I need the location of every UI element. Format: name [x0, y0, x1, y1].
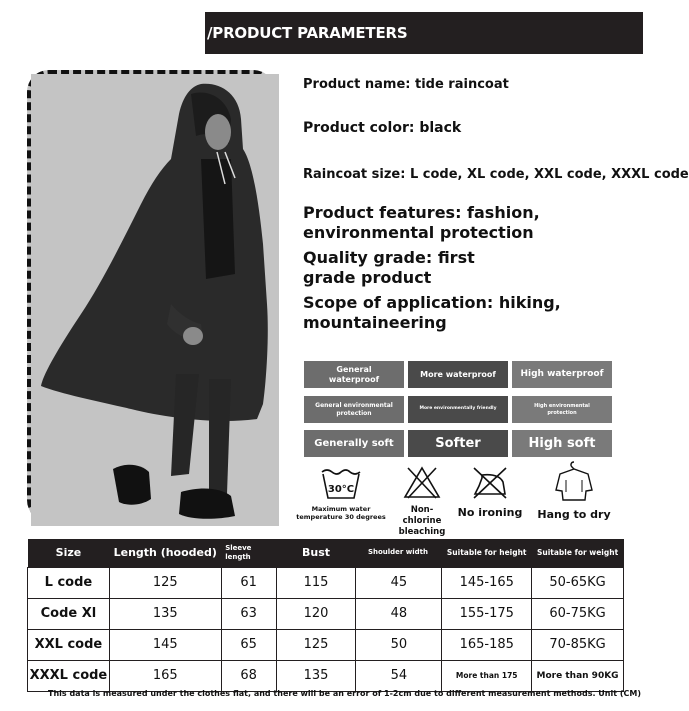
quality-grade-line-1: Quality grade: first [303, 248, 475, 267]
row-size-label: XXL code [28, 629, 110, 660]
table-cell: 70-85KG [532, 629, 624, 660]
header-bust: Bust [276, 539, 356, 567]
grade-cell: High soft [512, 430, 612, 457]
row-size-label: L code [28, 567, 110, 598]
product-photo [27, 70, 275, 522]
care-dry [531, 460, 617, 521]
section-title: /PRODUCT PARAMETERS [207, 24, 408, 42]
table-row [28, 567, 624, 598]
table-cell: 145-165 [442, 567, 532, 598]
table-cell: More than 175 [442, 660, 532, 691]
care-bleach-label: Non-chlorine bleaching [398, 505, 446, 537]
no-ironing-icon [470, 464, 510, 500]
product-features-line-2: environmental protection [303, 223, 534, 242]
grade-cell: Generally soft [304, 430, 404, 457]
grade-cell: More environmentally friendly [408, 396, 508, 423]
product-features-line-1: Product features: fashion, [303, 203, 540, 222]
table-cell: 61 [221, 567, 276, 598]
header-weight: Suitable for weight [532, 539, 624, 567]
table-cell: 50 [356, 629, 442, 660]
care-iron [455, 464, 525, 519]
table-cell: 54 [356, 660, 442, 691]
header-height: Suitable for height [442, 539, 532, 567]
header-length: Length (hooded) [109, 539, 221, 567]
table-row [28, 598, 624, 629]
table-cell: 60-75KG [532, 598, 624, 629]
table-cell: 45 [356, 567, 442, 598]
quality-grade [303, 248, 475, 288]
table-cell: 125 [276, 629, 356, 660]
table-cell: 125 [109, 567, 221, 598]
wash-temp-label: 30°C [327, 484, 355, 495]
table-cell: 165 [109, 660, 221, 691]
grade-cell: General environmental protection [304, 396, 404, 423]
header-shoulder: Shoulder width [356, 539, 442, 567]
table-cell: 115 [276, 567, 356, 598]
scope-of-application [303, 293, 561, 333]
product-color: Product color: black [303, 120, 462, 136]
table-cell: 48 [356, 598, 442, 629]
table-cell: 165-185 [442, 629, 532, 660]
size-table [27, 539, 624, 692]
table-row [28, 660, 624, 691]
row-size-label: Code Xl [28, 598, 110, 629]
grade-cell: General waterproof [304, 361, 404, 388]
table-cell: 145 [109, 629, 221, 660]
table-cell: 120 [276, 598, 356, 629]
table-cell: 50-65KG [532, 567, 624, 598]
table-cell: 63 [221, 598, 276, 629]
grade-cell: High environmental protection [512, 396, 612, 423]
row-size-label: XXXL code [28, 660, 110, 691]
size-table-body [28, 567, 624, 691]
table-cell: More than 90KG [532, 660, 624, 691]
table-cell: 155-175 [442, 598, 532, 629]
header-sleeve: Sleeve length [221, 539, 276, 567]
table-cell: 135 [109, 598, 221, 629]
care-wash [296, 464, 386, 521]
wash-30-icon [319, 464, 363, 500]
raincoat-size: Raincoat size: L code, XL code, XXL code, XXXL code [303, 167, 689, 182]
care-wash-label: Maximum water temperature 30 degrees [296, 505, 386, 521]
care-dry-label: Hang to dry [537, 508, 611, 521]
hang-dry-icon [552, 460, 596, 502]
product-features [303, 203, 540, 243]
table-cell: 65 [221, 629, 276, 660]
grade-cell: High waterproof [512, 361, 612, 388]
grade-cell: Softer [408, 430, 508, 457]
quality-grade-line-2: grade product [303, 268, 432, 287]
section-header [205, 12, 643, 54]
grade-cell: More waterproof [408, 361, 508, 388]
size-table-header [28, 539, 624, 567]
measurement-footnote: This data is measured under the clothes flat, and there will be an error of 1-2cm due to different measurement methods. Unit (CM) [48, 689, 641, 698]
product-name: Product name: tide raincoat [303, 77, 509, 92]
table-row [28, 629, 624, 660]
care-bleach [392, 464, 452, 538]
table-cell: 135 [276, 660, 356, 691]
no-bleach-icon [402, 464, 442, 500]
model-raincoat-image [31, 74, 279, 526]
header-size: Size [28, 539, 110, 567]
care-iron-label: No ironing [457, 506, 523, 519]
scope-line-1: Scope of application: hiking, [303, 293, 561, 312]
scope-line-2: mountaineering [303, 313, 447, 332]
table-cell: 68 [221, 660, 276, 691]
